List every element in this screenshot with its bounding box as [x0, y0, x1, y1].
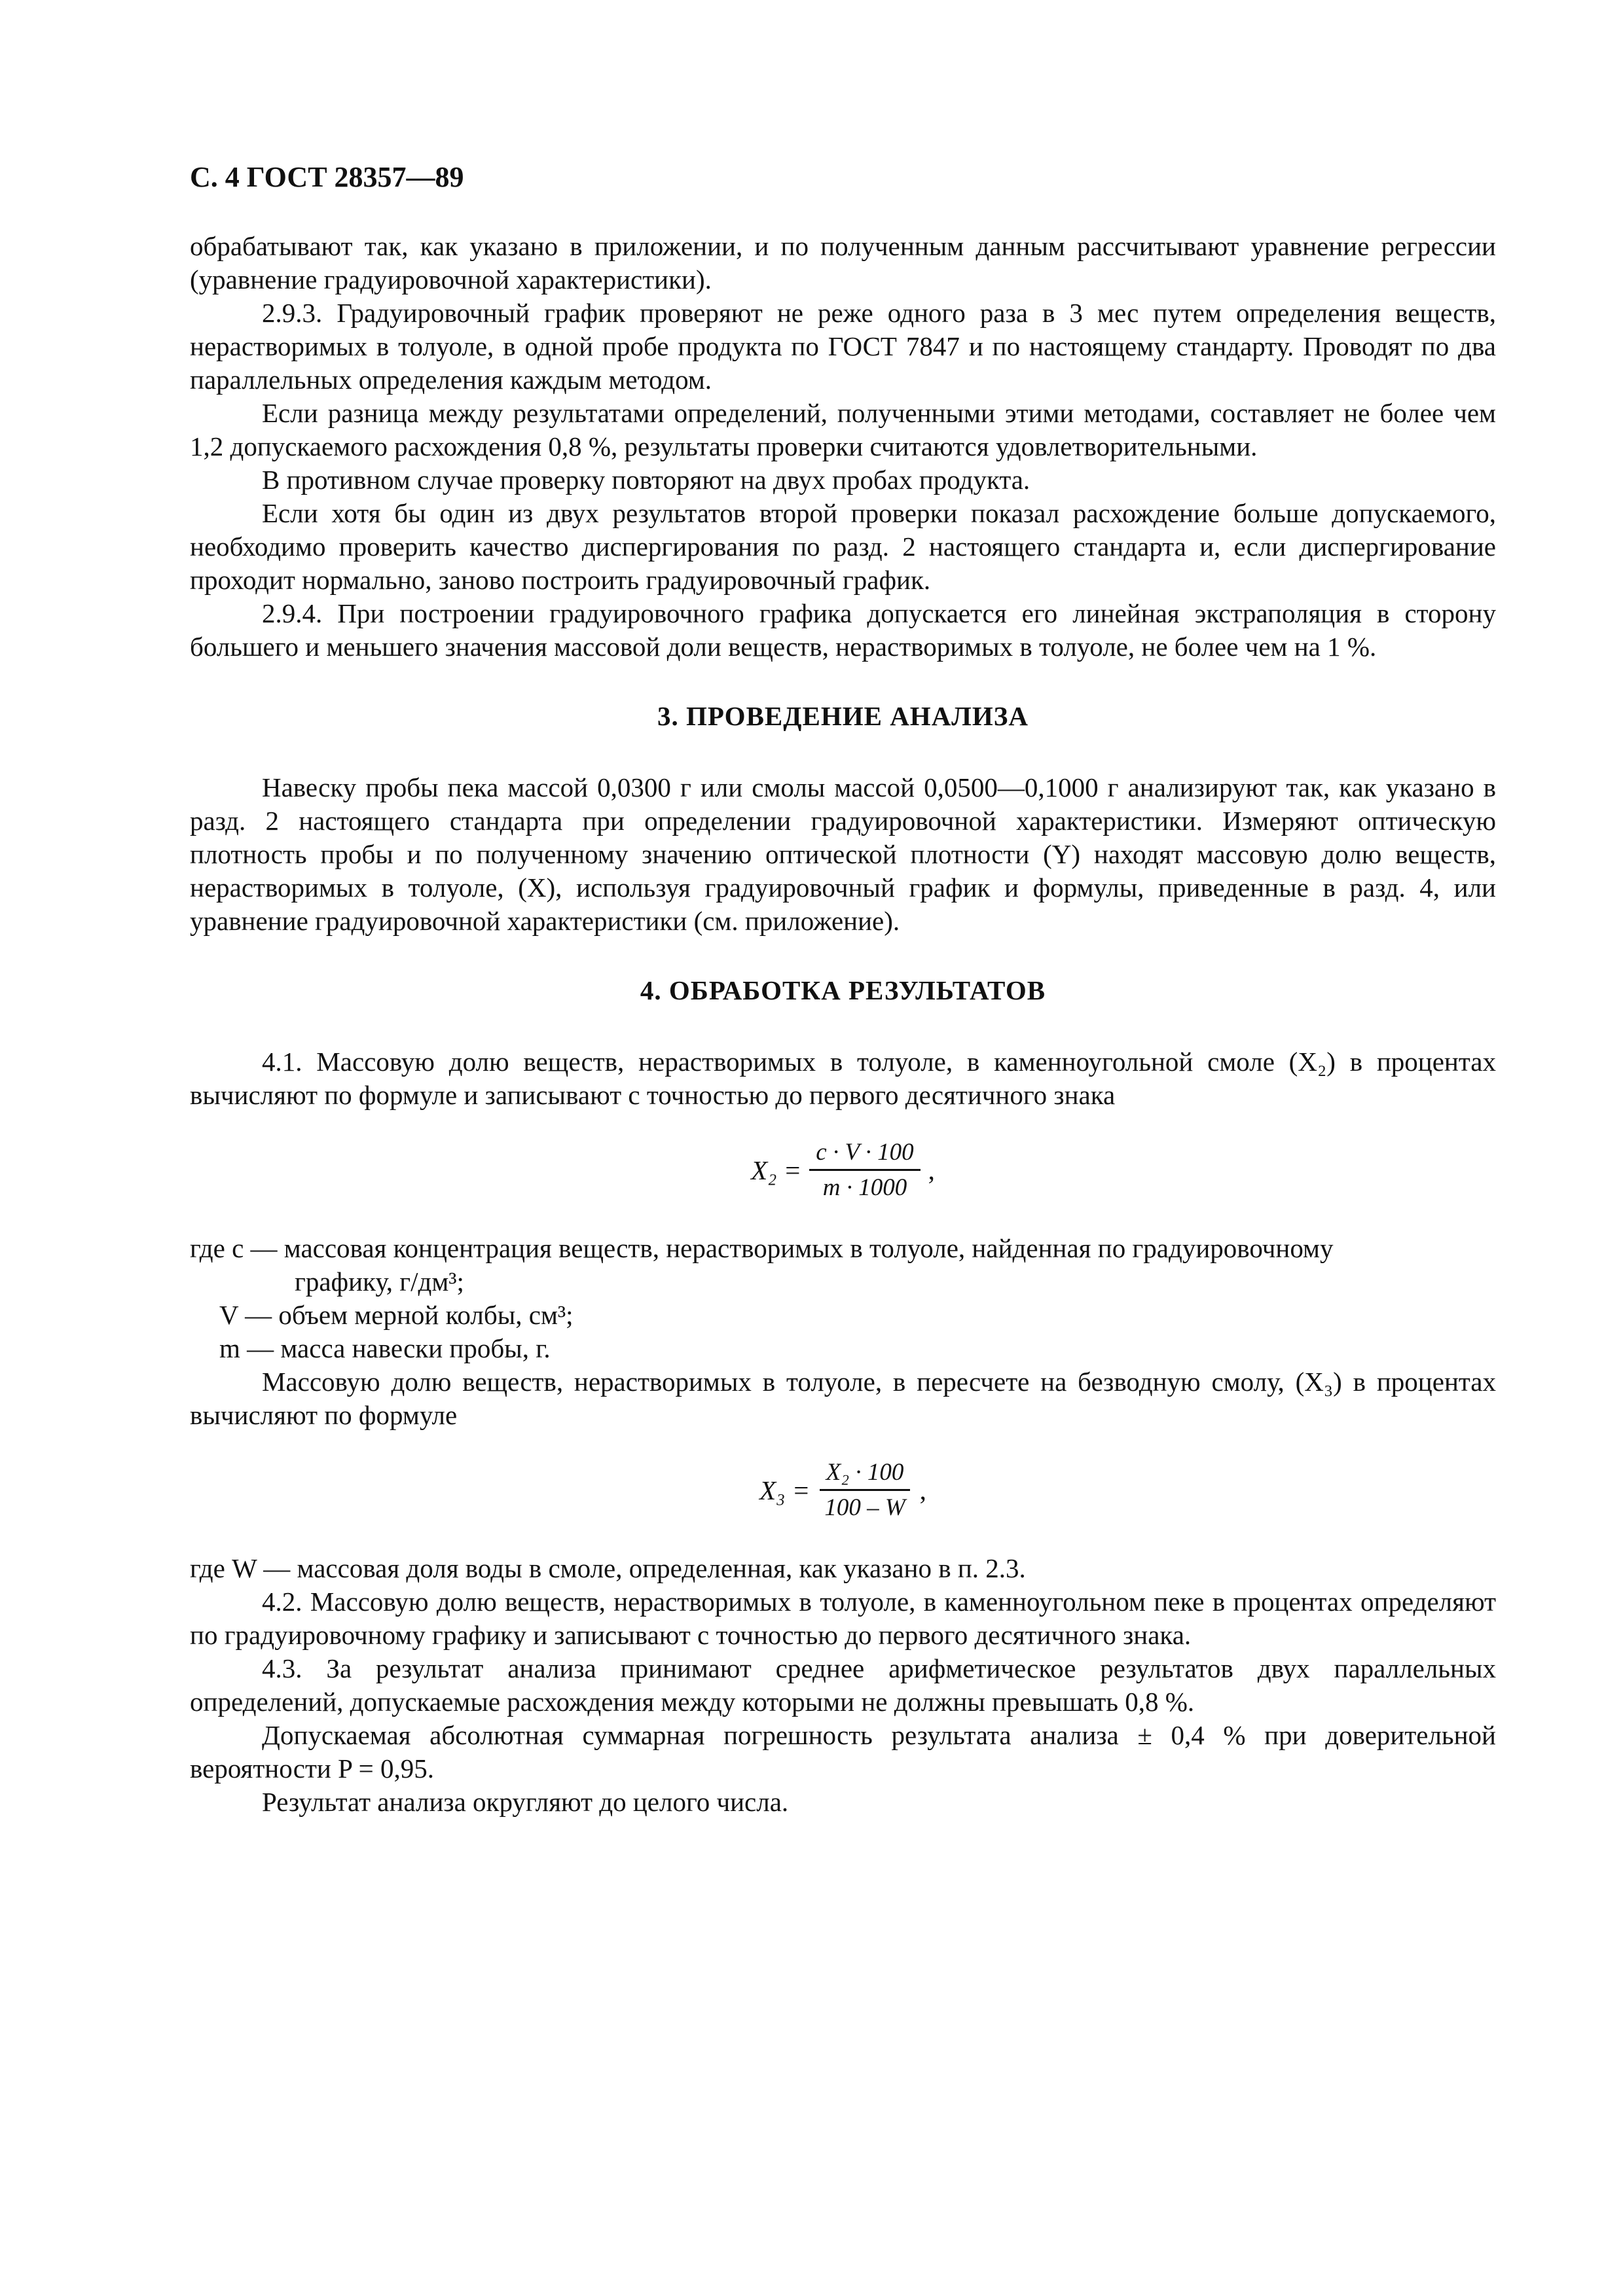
- formula-x2-denominator: m · 1000: [822, 1174, 907, 1201]
- paragraph-4-3: 4.3. За результат анализа принимают среднее арифметическое результатов двух параллельных определений, допускаемые расхождения между которыми не должны превышать 0,8 %.: [190, 1653, 1496, 1717]
- formula-x2-lhs: X₂ =: [751, 1155, 802, 1185]
- definitions-x2: [190, 1232, 1496, 1365]
- section-3-heading: 3. ПРОВЕДЕНИЕ АНАЛИЗА: [657, 701, 1029, 731]
- definition-c-text: массовая концентрация веществ, нерастворимых в толуоле, найденная по градуировочному: [283, 1233, 1334, 1263]
- paragraph-section-3: Навеску пробы пека массой 0,0300 г или смолы массой 0,0500—0,1000 г анализируют так, как указано в разд. 2 настоящего стандарта при определении градуировочной характеристики. Измеряют оптическую плотность пробы и по полученному значению оптической плотности (Y) находят массовую долю веществ, нерастворимых в толуоле, (X), используя градуировочный график и формулы, приведенные в разд. 4, или уравнение градуировочной характеристики (см. приложение).: [190, 772, 1496, 936]
- formula-x2-fraction: [809, 1138, 920, 1202]
- formula-x2-numerator: c · V · 100: [809, 1138, 920, 1171]
- formula-x2-comma: ,: [928, 1155, 935, 1185]
- definition-c-continued: графику, г/дм³;: [295, 1266, 464, 1297]
- paragraph-rounding: Результат анализа округляют до целого числа.: [262, 1787, 789, 1817]
- paragraph-intro: обрабатывают так, как указано в приложении, и по полученным данным рассчитывают уравнение регрессии (уравнение градуировочной характеристики).: [190, 231, 1496, 295]
- paragraph-otherwise: В противном случае проверку повторяют на двух пробах продукта.: [262, 465, 1030, 495]
- formula-x3-comma: ,: [919, 1475, 926, 1505]
- definition-c: [190, 1232, 1496, 1265]
- paragraph-4-2: 4.2. Массовую долю веществ, нерастворимых в толуоле, в каменноугольном пеке в процентах определяют по градуировочному графику и записывают с точностью до первого десятичного знака.: [190, 1587, 1496, 1650]
- formula-x2: [190, 1138, 1496, 1202]
- definition-w: где W — массовая доля воды в смоле, определенная, как указано в п. 2.3.: [190, 1553, 1026, 1583]
- running-head: С. 4 ГОСТ 28357—89: [190, 161, 464, 193]
- section-4-heading: 4. ОБРАБОТКА РЕЗУЛЬТАТОВ: [640, 975, 1046, 1005]
- paragraph-4-1: 4.1. Массовую долю веществ, нерастворимых в толуоле, в каменноугольной смоле (X₂) в процентах вычисляют по формуле и записывают с точностью до первого десятичного знака: [190, 1047, 1496, 1110]
- formula-x3-denominator: 100 – W: [824, 1494, 905, 1521]
- paragraph-2-9-3: 2.9.3. Градуировочный график проверяют не реже одного раза в 3 мес путем определения веществ, нерастворимых в толуоле, в одной пробе продукта по ГОСТ 7847 и по настоящему стандарту. Проводят по два параллельных определения каждым методом.: [190, 298, 1496, 395]
- definition-m: m — масса навески пробы, г.: [219, 1333, 551, 1363]
- formula-x3-fraction: [818, 1458, 911, 1522]
- formula-x3: [190, 1458, 1496, 1522]
- formula-x3-lhs: X₃ =: [759, 1475, 811, 1505]
- paragraph-error: Допускаемая абсолютная суммарная погрешность результата анализа ± 0,4 % при доверительной вероятности P = 0,95.: [190, 1720, 1496, 1784]
- paragraph-difference: Если разница между результатами определений, полученными этими методами, составляет не более чем 1,2 допускаемого расхождения 0,8 %, результаты проверки считаются удовлетворительными.: [190, 398, 1496, 461]
- paragraph-second-check: Если хотя бы один из двух результатов второй проверки показал расхождение больше допускаемого, необходимо проверить качество диспергирования по разд. 2 настоящего стандарта и, если диспергирование проходит нормально, заново построить градуировочный график.: [190, 498, 1496, 595]
- paragraph-2-9-4: 2.9.4. При построении градуировочного графика допускается его линейная экстраполяция в сторону большего и меньшего значения массовой доли веществ, нерастворимых в толуоле, не более чем на 1 %.: [190, 598, 1496, 662]
- paragraph-x3: Массовую долю веществ, нерастворимых в толуоле, в пересчете на безводную смолу, (X₃) в процентах вычисляют по формуле: [190, 1367, 1496, 1430]
- document-page: [190, 160, 1496, 1819]
- formula-x3-numerator: X₂ · 100: [820, 1458, 911, 1491]
- definition-c-lead: где c —: [190, 1233, 278, 1263]
- definition-v: V — объем мерной колбы, см³;: [219, 1300, 574, 1330]
